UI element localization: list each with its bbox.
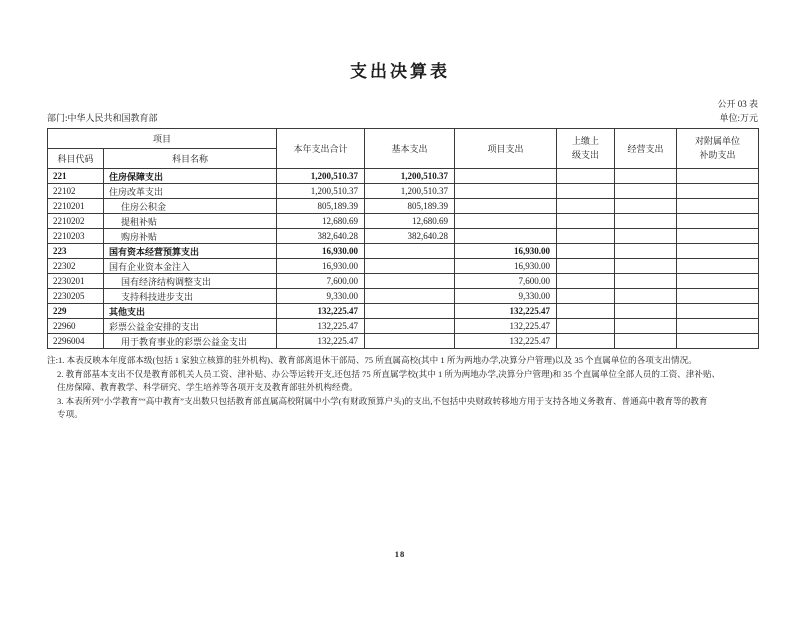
basic-amount-cell — [365, 319, 455, 334]
operating-amount-cell — [615, 184, 677, 199]
table-row — [48, 304, 759, 319]
subsidy-amount-cell — [677, 229, 759, 244]
turned-over-amount-cell — [557, 259, 615, 274]
subject-code-cell: 229 — [48, 304, 104, 319]
subject-code-cell: 2210202 — [48, 214, 104, 229]
notes-block — [47, 354, 760, 422]
subject-name-cell: 国有资本经营预算支出 — [104, 244, 277, 259]
basic-amount-cell: 382,640.28 — [365, 229, 455, 244]
subsidy-amount-cell — [677, 319, 759, 334]
note-line: 专项。 — [57, 409, 83, 420]
subject-code-cell: 22302 — [48, 259, 104, 274]
subject-code-cell: 223 — [48, 244, 104, 259]
operating-amount-cell — [615, 334, 677, 349]
table-row — [48, 334, 759, 349]
basic-amount-cell — [365, 244, 455, 259]
header-subsidy — [677, 129, 759, 169]
project-amount-cell: 132,225.47 — [455, 319, 557, 334]
meta-row — [47, 113, 758, 124]
subject-name-cell: 支持科技进步支出 — [104, 289, 277, 304]
operating-amount-cell — [615, 259, 677, 274]
basic-amount-cell: 12,680.69 — [365, 214, 455, 229]
turned-over-amount-cell — [557, 289, 615, 304]
operating-amount-cell — [615, 274, 677, 289]
header-project-group: 项目 — [48, 129, 277, 149]
subject-name-cell: 提租补贴 — [104, 214, 277, 229]
subsidy-amount-cell — [677, 259, 759, 274]
project-amount-cell — [455, 229, 557, 244]
header-basic: 基本支出 — [365, 129, 455, 169]
table-body — [48, 169, 759, 349]
unit-label: 单位:万元 — [719, 113, 758, 123]
subject-code-cell: 221 — [48, 169, 104, 184]
note-line: 注:1. 本表反映本年度部本级(包括 1 家独立核算的驻外机构)、教育部离退休干部局、75 所直属高校(其中 1 所为两地办学,决算分户管理)以及 35 个直属单位的各项支出情况。 — [47, 355, 697, 365]
total-amount-cell: 7,600.00 — [277, 274, 365, 289]
project-amount-cell: 132,225.47 — [455, 304, 557, 319]
subject-name-cell: 购房补贴 — [104, 229, 277, 244]
table-row — [48, 214, 759, 229]
total-amount-cell: 132,225.47 — [277, 319, 365, 334]
operating-amount-cell — [615, 169, 677, 184]
subject-code-cell: 22960 — [48, 319, 104, 334]
basic-amount-cell: 805,189.39 — [365, 199, 455, 214]
header-turned-over — [557, 129, 615, 169]
note-line: 3. 本表所列“小学教育”“高中教育”支出数只包括教育部直属高校附属中小学(有财政预算户头)的支出,不包括中央财政转移地方用于支持各地义务教育、普通高中教育等的教育 — [57, 395, 708, 406]
table-row — [48, 244, 759, 259]
turned-over-amount-cell — [557, 319, 615, 334]
project-amount-cell: 9,330.00 — [455, 289, 557, 304]
header-subsidy-text: 对附属单位补助支出 — [695, 136, 741, 160]
turned-over-amount-cell — [557, 244, 615, 259]
project-amount-cell: 7,600.00 — [455, 274, 557, 289]
header-operating: 经营支出 — [615, 129, 677, 169]
turned-over-amount-cell — [557, 184, 615, 199]
turned-over-amount-cell — [557, 214, 615, 229]
subject-code-cell: 2296004 — [48, 334, 104, 349]
total-amount-cell: 1,200,510.37 — [277, 184, 365, 199]
document-page — [0, 57, 800, 622]
table-row — [48, 289, 759, 304]
project-amount-cell — [455, 184, 557, 199]
subsidy-amount-cell — [677, 214, 759, 229]
header-project: 项目支出 — [455, 129, 557, 169]
header-turned-over-text: 上缴上级支出 — [572, 136, 600, 160]
subsidy-amount-cell — [677, 334, 759, 349]
turned-over-amount-cell — [557, 199, 615, 214]
header-subject-code: 科目代码 — [48, 149, 104, 169]
project-amount-cell — [455, 214, 557, 229]
table-row — [48, 169, 759, 184]
project-amount-cell — [455, 199, 557, 214]
subsidy-amount-cell — [677, 274, 759, 289]
subsidy-amount-cell — [677, 244, 759, 259]
project-amount-cell: 132,225.47 — [455, 334, 557, 349]
header-total: 本年支出合计 — [277, 129, 365, 169]
basic-amount-cell — [365, 259, 455, 274]
subsidy-amount-cell — [677, 289, 759, 304]
subject-name-cell: 用于教育事业的彩票公益金支出 — [104, 334, 277, 349]
basic-amount-cell — [365, 274, 455, 289]
meta-block — [47, 99, 758, 124]
subsidy-amount-cell — [677, 199, 759, 214]
subject-name-cell: 其他支出 — [104, 304, 277, 319]
operating-amount-cell — [615, 214, 677, 229]
project-amount-cell — [455, 169, 557, 184]
header-subject-name: 科目名称 — [104, 149, 277, 169]
total-amount-cell: 16,930.00 — [277, 244, 365, 259]
page-number: 18 — [394, 549, 406, 559]
basic-amount-cell: 1,200,510.37 — [365, 184, 455, 199]
note-line: 住房保障、教育教学、科学研究、学生培养等各项开支及教育部驻外机构经费。 — [57, 382, 358, 393]
turned-over-amount-cell — [557, 334, 615, 349]
total-amount-cell: 132,225.47 — [277, 334, 365, 349]
subject-code-cell: 2230201 — [48, 274, 104, 289]
table-code-label: 公开 03 表 — [717, 99, 758, 109]
subject-code-cell: 2230205 — [48, 289, 104, 304]
subject-name-cell: 国有经济结构调整支出 — [104, 274, 277, 289]
subsidy-amount-cell — [677, 184, 759, 199]
operating-amount-cell — [615, 319, 677, 334]
subsidy-amount-cell — [677, 169, 759, 184]
total-amount-cell: 382,640.28 — [277, 229, 365, 244]
total-amount-cell: 132,225.47 — [277, 304, 365, 319]
table-row — [48, 274, 759, 289]
basic-amount-cell — [365, 304, 455, 319]
turned-over-amount-cell — [557, 274, 615, 289]
operating-amount-cell — [615, 304, 677, 319]
operating-amount-cell — [615, 289, 677, 304]
table-row — [48, 259, 759, 274]
note-line: 2. 教育部基本支出不仅是教育部机关人员工资、津补贴、办公等运转开支,还包括 75 所直属学校(其中 1 所为两地办学,决算分户管理)和 35 个直属单位全部人员的工资、津补贴、 — [57, 368, 721, 379]
page-title: 支出决算表 — [350, 62, 450, 81]
project-amount-cell: 16,930.00 — [455, 259, 557, 274]
expenditure-table — [47, 128, 759, 349]
department-label: 部门:中华人民共和国教育部 — [47, 113, 158, 123]
table-row — [48, 199, 759, 214]
basic-amount-cell: 1,200,510.37 — [365, 169, 455, 184]
table-row — [48, 184, 759, 199]
total-amount-cell: 805,189.39 — [277, 199, 365, 214]
subject-code-cell: 2210201 — [48, 199, 104, 214]
table-row — [48, 229, 759, 244]
subject-name-cell: 彩票公益金安排的支出 — [104, 319, 277, 334]
project-amount-cell: 16,930.00 — [455, 244, 557, 259]
subject-name-cell: 住房公积金 — [104, 199, 277, 214]
total-amount-cell: 1,200,510.37 — [277, 169, 365, 184]
total-amount-cell: 16,930.00 — [277, 259, 365, 274]
operating-amount-cell — [615, 199, 677, 214]
turned-over-amount-cell — [557, 304, 615, 319]
total-amount-cell: 9,330.00 — [277, 289, 365, 304]
subject-name-cell: 国有企业资本金注入 — [104, 259, 277, 274]
operating-amount-cell — [615, 244, 677, 259]
basic-amount-cell — [365, 289, 455, 304]
turned-over-amount-cell — [557, 169, 615, 184]
total-amount-cell: 12,680.69 — [277, 214, 365, 229]
subject-code-cell: 22102 — [48, 184, 104, 199]
basic-amount-cell — [365, 334, 455, 349]
table-row — [48, 319, 759, 334]
operating-amount-cell — [615, 229, 677, 244]
turned-over-amount-cell — [557, 229, 615, 244]
subject-code-cell: 2210203 — [48, 229, 104, 244]
table-header — [48, 129, 759, 169]
subsidy-amount-cell — [677, 304, 759, 319]
subject-name-cell: 住房保障支出 — [104, 169, 277, 184]
subject-name-cell: 住房改革支出 — [104, 184, 277, 199]
